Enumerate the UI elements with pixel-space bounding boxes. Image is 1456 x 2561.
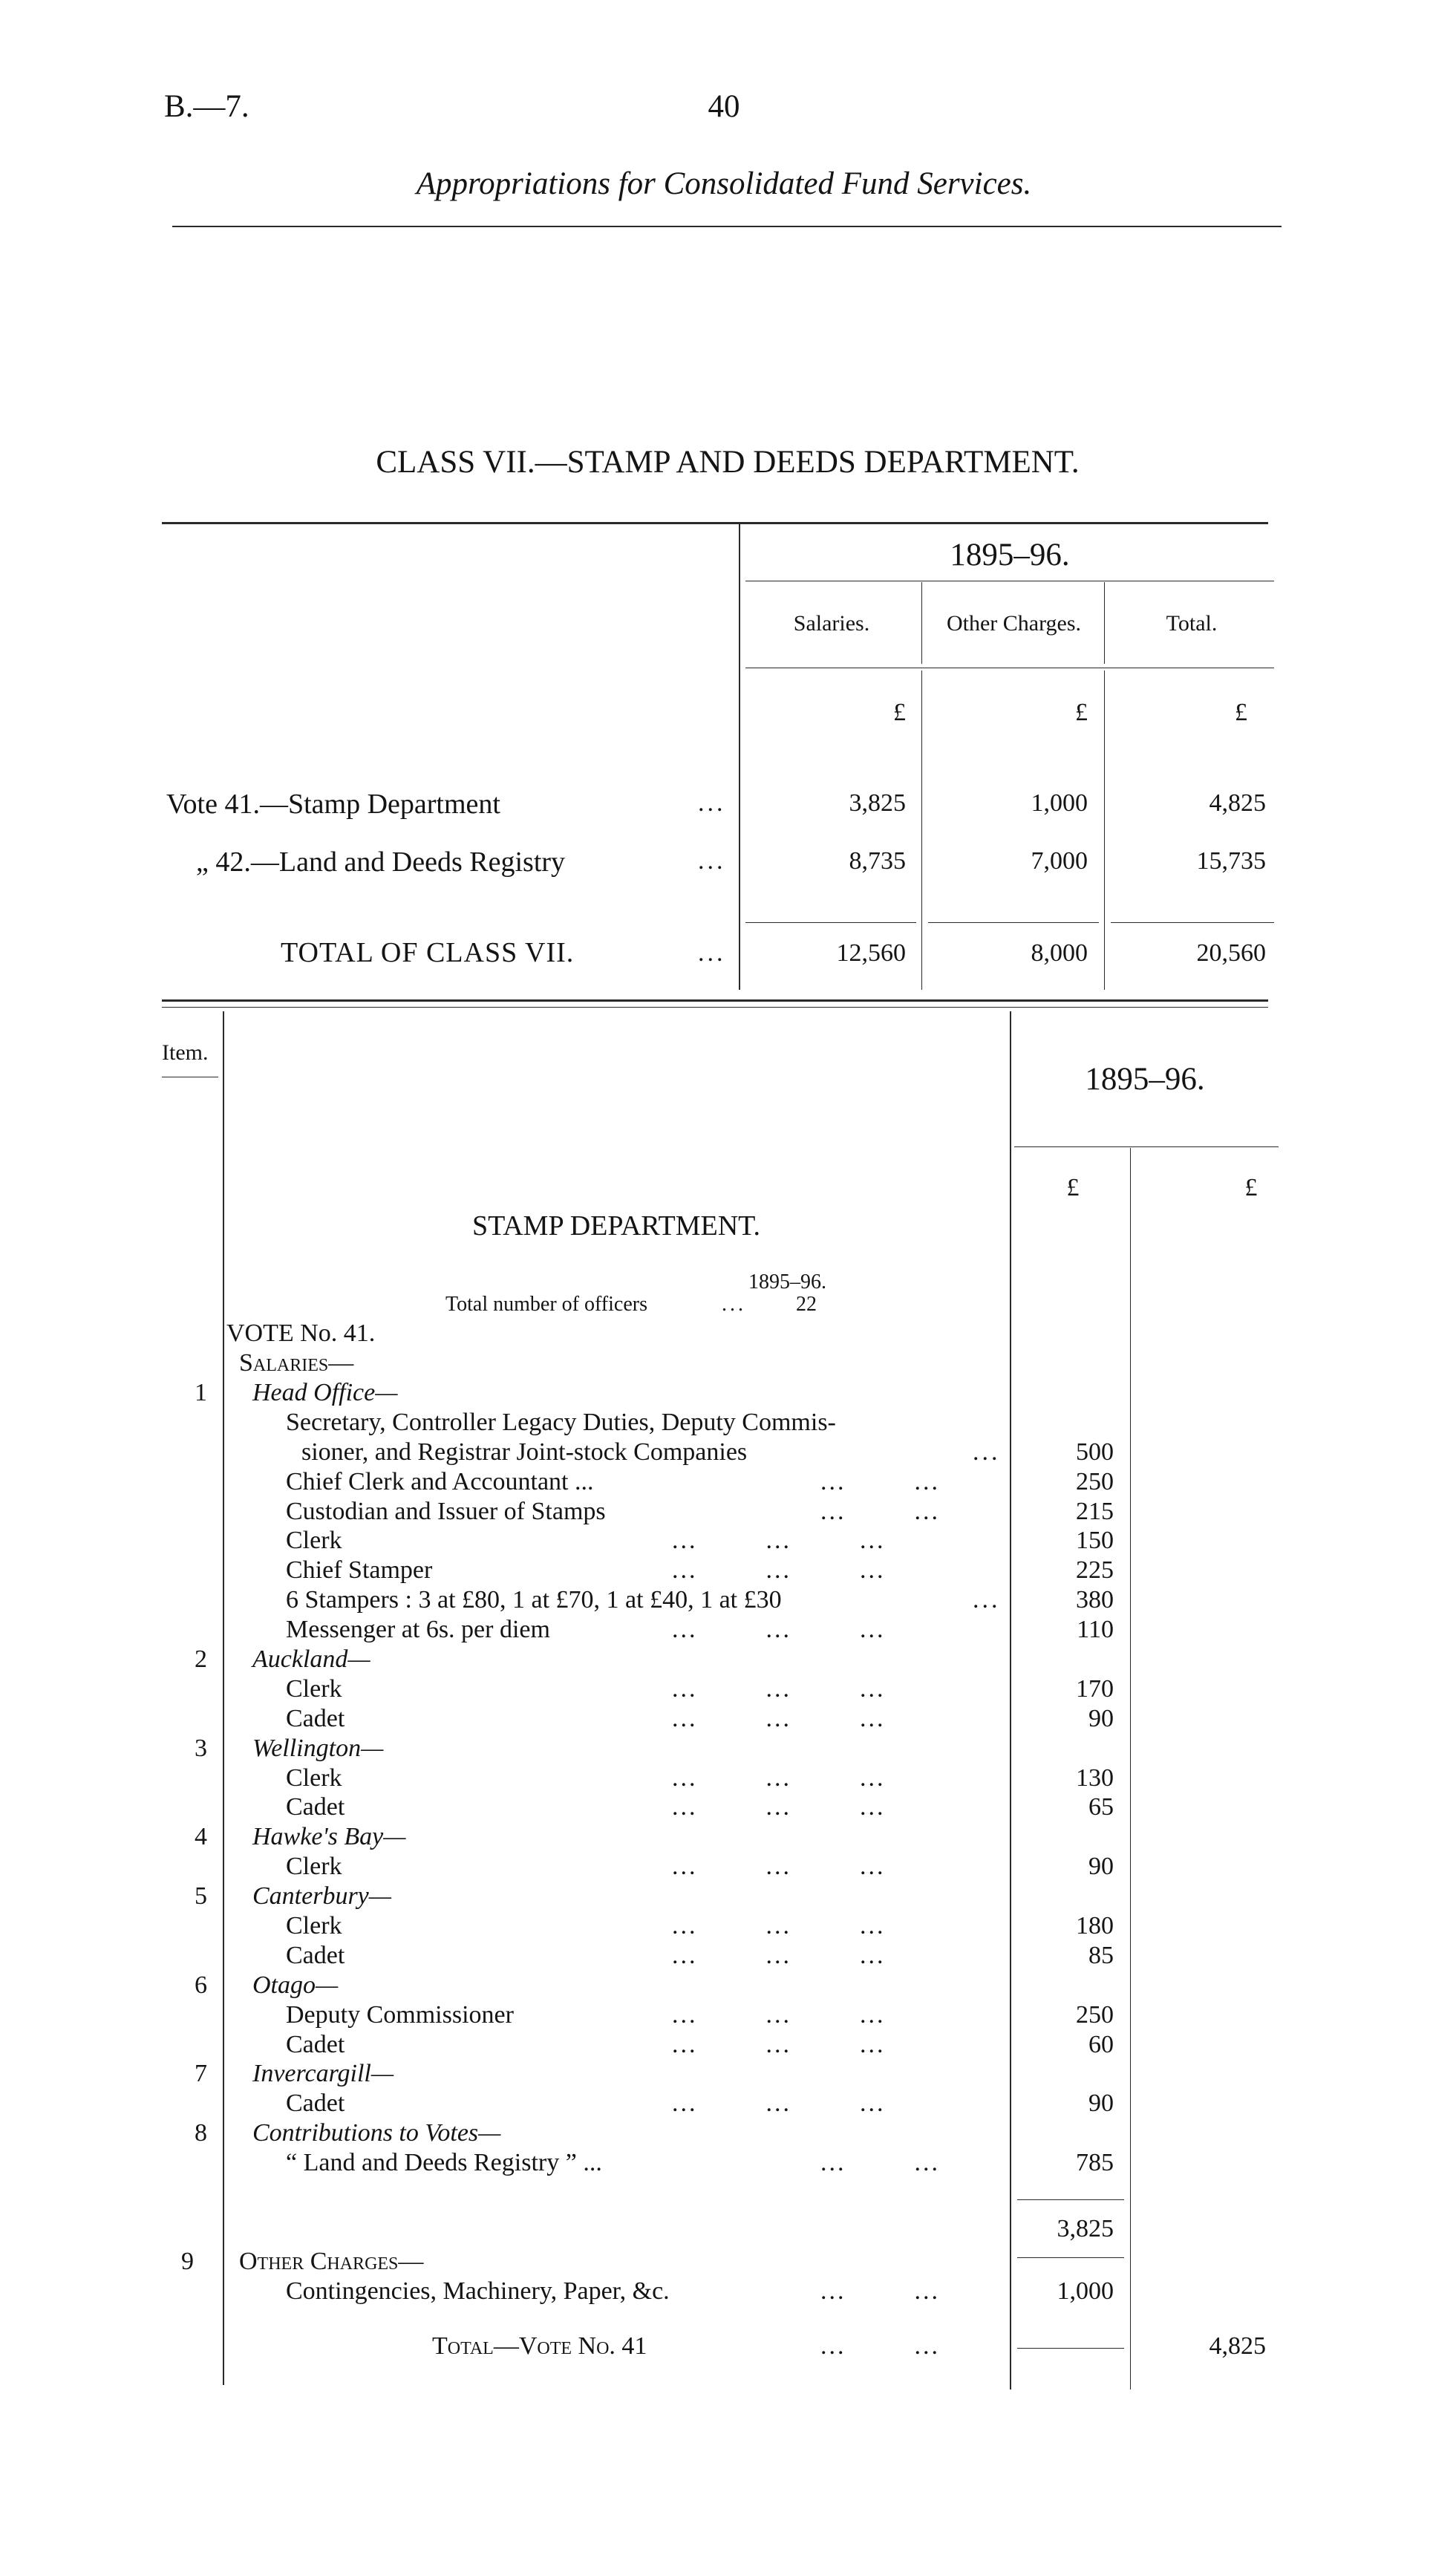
col-divider-1a: [921, 582, 922, 664]
summary-total-salaries: 12,560: [836, 939, 906, 967]
line-item: [0, 1941, 1456, 1971]
line-amount: 90: [1088, 1704, 1114, 1732]
officers-count: 22: [796, 1293, 817, 1316]
line-amount: 170: [1076, 1674, 1114, 1703]
leader-dots: ... ... ...: [672, 1674, 886, 1703]
line-item: 7 Invercargill—: [195, 2060, 394, 2088]
line-amount: 90: [1088, 2089, 1114, 2118]
summary-row-label: „ 42.—Land and Deeds Registry: [196, 846, 566, 878]
line-item: [0, 1556, 1456, 1585]
vote-total-amount: 4,825: [1209, 2332, 1266, 2360]
header-rule: [172, 226, 1282, 227]
line-amount: 500: [1076, 1438, 1114, 1466]
vote-total-label: Total—Vote No. 41: [432, 2332, 647, 2360]
summary-top-rule: [162, 522, 1268, 524]
other-charges-rule: [1017, 2257, 1124, 2258]
col-divider-2a: [1104, 582, 1105, 664]
leader-dots: ... ...: [820, 2332, 940, 2360]
line-text: Cadet: [286, 2089, 345, 2118]
officers-dots: ...: [722, 1293, 746, 1316]
currency-other: £: [1075, 699, 1088, 726]
subtotal-rule: [1017, 2199, 1124, 2200]
summary-row-other: 7,000: [1031, 847, 1088, 875]
line-item: 1 Head Office—: [195, 1379, 398, 1406]
line-item: 2 Auckland—: [195, 1645, 370, 1674]
summary-total-total: 20,560: [1196, 939, 1266, 967]
leader-dots: ... ... ...: [672, 1793, 886, 1821]
total-rule-salaries: [745, 922, 916, 923]
line-text: Clerk: [286, 1853, 342, 1881]
line-amount: 85: [1088, 1941, 1114, 1969]
vote-label: VOTE No. 41.: [226, 1319, 376, 1347]
vote-total-rule: [1017, 2348, 1124, 2349]
summary-year: 1895–96.: [950, 538, 1070, 572]
leader-dots: ... ... ...: [672, 1527, 886, 1555]
summary-total-label: TOTAL OF CLASS VII.: [281, 937, 575, 968]
officers-label: Total number of officers: [445, 1293, 647, 1316]
line-item: [0, 1792, 1456, 1822]
line-text: Cadet: [286, 1941, 345, 1969]
line-text: Chief Clerk and Accountant ...: [286, 1467, 594, 1495]
line-item: 3 Wellington—: [195, 1734, 384, 1762]
leader-dots: ... ... ...: [672, 1853, 886, 1881]
salaries-subtotal: 3,825: [1057, 2215, 1114, 2242]
salary-lines: [0, 1378, 1456, 2178]
leader-dots: ... ...: [820, 2149, 940, 2177]
line-text: Messenger at 6s. per diem: [286, 1616, 550, 1644]
col-header-other-charges: Other Charges.: [946, 611, 1082, 636]
leader-dots: ... ...: [820, 1497, 940, 1525]
line-text: Cadet: [286, 1793, 345, 1821]
line-text: 6 Stampers : 3 at £80, 1 at £70, 1 at £40, 1 at £30: [286, 1586, 782, 1614]
line-item: [0, 1467, 1456, 1497]
detail-year-rule: [1014, 1146, 1279, 1147]
line-item: 5 Canterbury—: [195, 1882, 391, 1911]
line-item: [0, 2148, 1456, 2178]
line-item: [0, 2089, 1456, 2118]
line-heading: Wellington—: [252, 1734, 384, 1762]
line-amount: 785: [1076, 2149, 1114, 2177]
summary-row-salaries: 3,825: [849, 789, 906, 817]
line-text: Chief Stamper: [286, 1556, 433, 1585]
total-rule-total: [1111, 922, 1274, 923]
line-heading: Contributions to Votes—: [252, 2119, 501, 2147]
leader-dots: ... ... ...: [672, 2030, 886, 2058]
summary-row-dots: ...: [698, 847, 726, 875]
line-text: “ Land and Deeds Registry ” ...: [286, 2149, 602, 2177]
line-item: [0, 1852, 1456, 1882]
leader-dots: ... ... ...: [672, 1912, 886, 1940]
page-ref: B.—7.: [164, 89, 249, 124]
leader-dots: ... ... ...: [672, 1764, 886, 1792]
currency-total: £: [1235, 699, 1247, 726]
detail-currency-1: £: [1066, 1174, 1080, 1201]
line-amount: 110: [1077, 1616, 1114, 1644]
summary-bottom-rule-2: [162, 1007, 1268, 1008]
line-heading: Head Office—: [252, 1379, 398, 1406]
line-item: [0, 2030, 1456, 2060]
line-amount: 250: [1076, 1467, 1114, 1495]
dept-title: STAMP DEPARTMENT.: [471, 1210, 761, 1242]
leader-dots: ... ... ...: [672, 2089, 886, 2118]
col-header-salaries: Salaries.: [793, 611, 870, 636]
line-text: sioner, and Registrar Joint-stock Companies: [301, 1438, 748, 1466]
officers-year: 1895–96.: [748, 1270, 826, 1293]
summary-row-salaries: 8,735: [849, 847, 906, 875]
leader-dots: ...: [973, 1586, 1001, 1614]
col-divider-1b: [921, 671, 922, 990]
item-number: 9: [181, 2248, 194, 2275]
line-item: [0, 1526, 1456, 1556]
detail-currency-2: £: [1244, 1174, 1258, 1201]
line-item: [0, 1674, 1456, 1704]
line-item: [0, 1704, 1456, 1734]
col-divider-2b: [1104, 671, 1105, 990]
total-rule-other: [928, 922, 1099, 923]
salaries-heading: Salaries—: [239, 1349, 354, 1377]
leader-dots: ...: [973, 1438, 1001, 1466]
line-item: [0, 1438, 1456, 1467]
line-item: [0, 1911, 1456, 1941]
line-heading: Invercargill—: [252, 2060, 394, 2088]
leader-dots: ... ... ...: [672, 1704, 886, 1732]
summary-row-dots: ...: [698, 789, 726, 817]
class-title: CLASS VII.—STAMP AND DEEDS DEPARTMENT.: [376, 445, 1080, 480]
line-item: [0, 1585, 1456, 1615]
line-item: [0, 1764, 1456, 1793]
line-amount: 150: [1076, 1527, 1114, 1555]
summary-divider: [739, 523, 740, 990]
line-text: Clerk: [286, 1912, 342, 1940]
line-text: Deputy Commissioner: [286, 2000, 514, 2029]
line-heading: Hawke's Bay—: [252, 1823, 406, 1851]
line-item: 4 Hawke's Bay—: [195, 1823, 406, 1851]
other-charges-heading: Other Charges—: [239, 2248, 424, 2275]
line-text: Cadet: [286, 1704, 345, 1732]
line-item: [0, 1408, 1456, 1438]
line-text: Custodian and Issuer of Stamps: [286, 1497, 606, 1525]
summary-total-other: 8,000: [1031, 939, 1088, 967]
leader-dots: ... ... ...: [672, 1616, 886, 1644]
line-text: Clerk: [286, 1764, 342, 1792]
summary-row-other: 1,000: [1031, 789, 1088, 817]
leader-dots: ... ... ...: [672, 1556, 886, 1585]
line-amount: 130: [1076, 1764, 1114, 1792]
detail-year: 1895–96.: [1085, 1062, 1205, 1097]
item-header: Item.: [162, 1040, 209, 1065]
line-heading: Canterbury—: [252, 1882, 391, 1911]
line-amount: 215: [1076, 1497, 1114, 1525]
summary-row-label: Vote 41.—Stamp Department: [166, 789, 500, 820]
line-amount: 180: [1076, 1912, 1114, 1940]
page-number: 40: [708, 89, 740, 124]
line-item: [0, 2000, 1456, 2030]
leader-dots: ... ... ...: [672, 2000, 886, 2029]
col-header-total: Total.: [1166, 611, 1218, 636]
line-heading: Auckland—: [252, 1645, 370, 1674]
line-item: 6 Otago—: [195, 1971, 339, 1999]
leader-dots: ... ...: [820, 2277, 940, 2305]
line-amount: 380: [1076, 1586, 1114, 1614]
line-item: [0, 1497, 1456, 1527]
line-text: Secretary, Controller Legacy Duties, Deputy Commis-: [286, 1408, 836, 1436]
line-amount: 250: [1076, 2000, 1114, 2029]
line-amount: 225: [1076, 1556, 1114, 1585]
other-charges-amount: 1,000: [1057, 2277, 1114, 2305]
line-heading: Otago—: [252, 1971, 339, 1999]
currency-salaries: £: [893, 699, 906, 726]
line-text: Cadet: [286, 2030, 345, 2058]
line-item: 8 Contributions to Votes—: [195, 2119, 501, 2147]
summary-row-total: 4,825: [1209, 789, 1266, 817]
line-amount: 60: [1088, 2030, 1114, 2058]
summary-row-total: 15,735: [1196, 847, 1266, 875]
page-subtitle: Appropriations for Consolidated Fund Services.: [416, 166, 1032, 201]
line-amount: 90: [1088, 1853, 1114, 1881]
summary-bottom-rule: [162, 999, 1268, 1002]
line-text: Clerk: [286, 1674, 342, 1703]
line-text: Clerk: [286, 1527, 342, 1555]
line-amount: 65: [1088, 1793, 1114, 1821]
line-item: [0, 1615, 1456, 1645]
summary-total-dots: ...: [698, 939, 726, 967]
leader-dots: ... ...: [820, 1467, 940, 1495]
leader-dots: ... ... ...: [672, 1941, 886, 1969]
other-charges-text: Contingencies, Machinery, Paper, &c.: [286, 2277, 670, 2305]
